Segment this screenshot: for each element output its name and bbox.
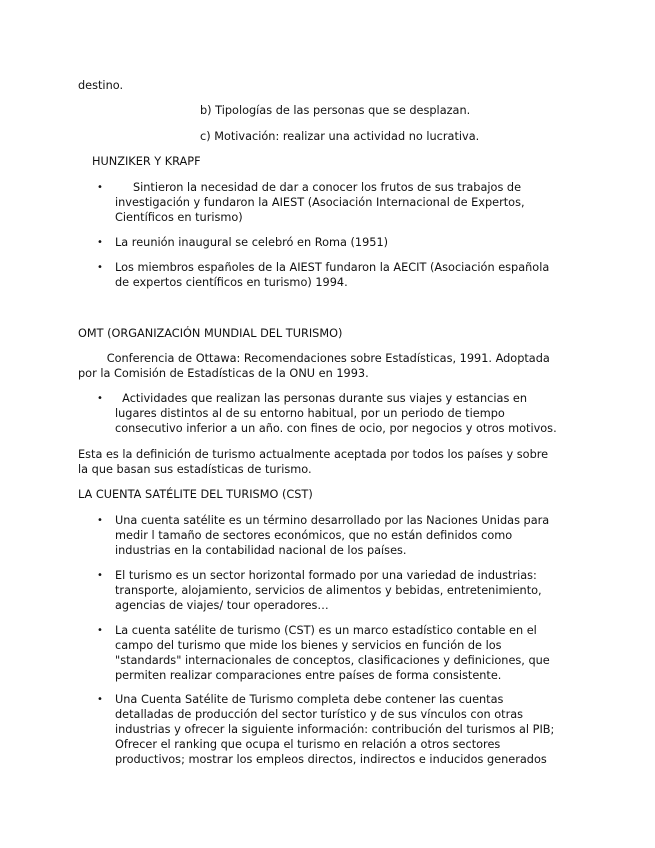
bullet-icon: • xyxy=(97,182,103,193)
bullet-text: Sintieron la necesidad de dar a conocer los frutos de sus trabajos de investigación y fundaron la AIEST (Asociación Internacional de Expertos, Científicos en turismo) xyxy=(115,181,525,224)
bullet-text: El turismo es un sector horizontal formado por una variedad de industrias: transporte, alojamiento, servicios de alimentos y bebidas, entretenimiento, agencias de viajes/ tour operadores… xyxy=(115,569,542,612)
cst-heading: LA CUENTA SATÉLITE DEL TURISMO (CST) xyxy=(78,488,313,501)
bullet-icon: • xyxy=(97,262,103,273)
omt-closing-paragraph: Esta es la definición de turismo actualmente aceptada por todos los países y sobre la que basan sus estadísticas de turismo. xyxy=(78,448,549,476)
hunziker-heading: HUNZIKER Y KRAPF xyxy=(92,155,201,168)
bullet-icon: • xyxy=(97,694,103,705)
bullet-text: Los miembros españoles de la AIEST fundaron la AECIT (Asociación española de expertos científicos en turismo) 1994. xyxy=(115,261,550,289)
bullet-icon: • xyxy=(97,515,103,526)
bullet-icon: • xyxy=(97,625,103,636)
omt-heading: OMT (ORGANIZACIÓN MUNDIAL DEL TURISMO) xyxy=(78,327,343,340)
list-item-c: c) Motivación: realizar una actividad no lucrativa. xyxy=(200,130,480,143)
bullet-text: La cuenta satélite de turismo (CST) es un marco estadístico contable en el campo del turismo que mide los bienes y servicios en función de los "standards" internacionales de conceptos, clasificaciones y definiciones, que permiten realizar comparaciones entre países de forma consistente. xyxy=(115,624,550,682)
bullet-text: Actividades que realizan las personas durante sus viajes y estancias en lugares distintos al de su entorno habitual, por un periodo de tiempo consecutivo inferior a un año. con fines de ocio, por negocios y otros motivos. xyxy=(115,392,557,435)
intro-line: destino. xyxy=(78,79,124,92)
bullet-icon: • xyxy=(97,570,103,581)
bullet-text: Una cuenta satélite es un término desarrollado por las Naciones Unidas para medir l tamaño de sectores económicos, que no están definidos como industrias en la contabilidad nacional de los países. xyxy=(115,514,550,557)
bullet-text: La reunión inaugural se celebró en Roma (1951) xyxy=(115,236,389,249)
list-item-b: b) Tipologías de las personas que se desplazan. xyxy=(200,104,471,117)
omt-paragraph: Conferencia de Ottawa: Recomendaciones sobre Estadísticas, 1991. Adoptada por la Comisión de Estadísticas de la ONU en 1993. xyxy=(78,352,550,380)
bullet-icon: • xyxy=(97,393,103,404)
bullet-icon: • xyxy=(97,237,103,248)
bullet-text: Una Cuenta Satélite de Turismo completa debe contener las cuentas detalladas de producción del sector turístico y de sus vínculos con otras industrias y ofrecer la siguiente información: contribución del turismos al PIB; Ofrecer el ranking que ocupa el turismo en relación a otros sectores productivos; mostrar los empleos directos, indirectos e inducidos generados xyxy=(115,693,555,766)
